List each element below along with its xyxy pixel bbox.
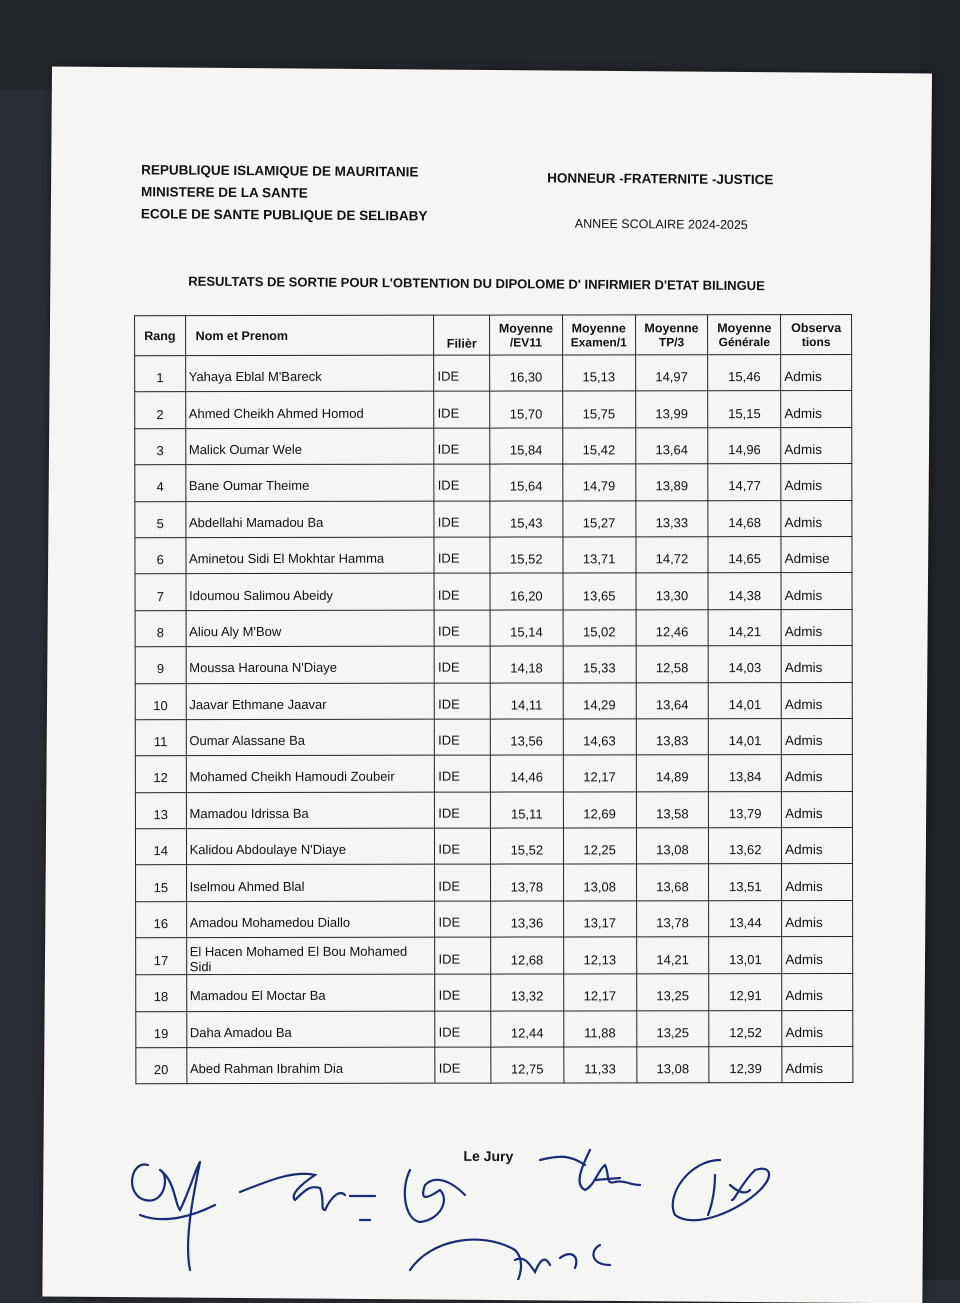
cell-exam: 15,13: [562, 355, 635, 392]
cell-observation: Admis: [781, 755, 852, 792]
cell-rang: 5: [135, 501, 186, 537]
cell-rang: 6: [135, 538, 186, 574]
cell-rang: 13: [135, 792, 186, 828]
cell-nom: Malick Oumar Wele: [185, 428, 434, 465]
cell-rang: 19: [136, 1011, 187, 1047]
cell-ev11: 14,18: [490, 646, 563, 683]
cell-observation: Admise: [781, 536, 852, 573]
table-row: [136, 1010, 853, 1048]
cell-rang: 16: [136, 901, 187, 937]
cell-exam: 14,29: [563, 682, 636, 719]
cell-exam: 15,75: [562, 391, 635, 428]
cell-generale: 14,96: [708, 427, 781, 464]
table-row: [136, 900, 853, 938]
table-row: [135, 464, 852, 502]
table-row: [135, 609, 852, 647]
cell-filiere: IDE: [435, 901, 491, 937]
cell-generale: 14,21: [708, 609, 781, 646]
cell-generale: 14,77: [708, 464, 781, 501]
cell-filiere: IDE: [434, 501, 490, 537]
table-row: [135, 354, 852, 392]
cell-exam: 15,02: [563, 610, 636, 647]
cell-generale: 13,51: [709, 864, 782, 901]
cell-observation: Admis: [782, 1010, 853, 1047]
cell-filiere: IDE: [434, 355, 490, 391]
cell-tp: 13,83: [636, 719, 709, 756]
cell-generale: 15,46: [708, 355, 781, 392]
cell-generale: 13,44: [709, 900, 782, 937]
cell-filiere: IDE: [434, 646, 490, 682]
cell-nom: Amadou Mohamedou Diallo: [186, 901, 435, 938]
cell-generale: 12,39: [709, 1047, 782, 1084]
cell-tp: 13,08: [636, 828, 709, 865]
cell-nom: Abdellahi Mamadou Ba: [185, 501, 434, 538]
cell-observation: Admis: [781, 354, 852, 391]
header-ministry: MINISTERE DE LA SANTE: [140, 184, 308, 201]
cell-ev11: 12,68: [491, 937, 564, 974]
cell-observation: Admis: [781, 464, 852, 501]
cell-exam: 12,69: [563, 792, 636, 829]
cell-nom: Mohamed Cheikh Hamoudi Zoubeir: [186, 755, 435, 792]
cell-ev11: 15,52: [490, 537, 563, 574]
table-row: [135, 536, 852, 574]
cell-tp: 12,46: [636, 609, 709, 646]
cell-rang: 18: [136, 975, 187, 1011]
cell-filiere: IDE: [435, 828, 491, 864]
table-row: [136, 974, 853, 1012]
cell-ev11: 15,43: [490, 501, 563, 538]
signature-4: [540, 1150, 640, 1190]
cell-filiere: IDE: [434, 464, 490, 500]
cell-nom: Kalidou Abdoulaye N'Diaye: [186, 828, 435, 865]
cell-generale: 14,68: [708, 500, 781, 537]
cell-ev11: 15,84: [490, 428, 563, 465]
col-header-observations: Observa tions: [781, 314, 852, 354]
cell-rang: 1: [135, 356, 186, 392]
cell-exam: 15,33: [563, 646, 636, 683]
table-row: [135, 646, 852, 684]
cell-generale: 14,03: [708, 646, 781, 683]
table-row: [135, 500, 852, 538]
cell-rang: 15: [136, 865, 187, 901]
cell-observation: Admis: [781, 391, 852, 428]
cell-nom: Oumar Alassane Ba: [186, 719, 435, 756]
cell-tp: 13,64: [636, 682, 709, 719]
cell-nom: El Hacen Mohamed El Bou Mohamed Sidi: [186, 937, 435, 974]
cell-nom: Idoumou Salimou Abeidy: [186, 574, 435, 611]
table-row: [135, 427, 852, 465]
cell-exam: 13,08: [563, 864, 636, 901]
cell-filiere: IDE: [435, 1011, 491, 1047]
cell-exam: 11,88: [564, 1010, 637, 1047]
table-row: [136, 1046, 853, 1084]
col-header-generale: Moyenne Générale: [708, 315, 781, 355]
table-row: [135, 573, 852, 611]
cell-filiere: IDE: [434, 573, 490, 609]
cell-tp: 13,58: [636, 791, 709, 828]
cell-nom: Moussa Harouna N'Diaye: [186, 646, 435, 683]
cell-ev11: 15,11: [490, 792, 563, 829]
cell-tp: 13,25: [636, 1010, 709, 1047]
cell-tp: 13,64: [635, 427, 708, 464]
cell-ev11: 15,70: [490, 391, 563, 428]
signature-5: [673, 1160, 769, 1220]
cell-tp: 14,97: [635, 355, 708, 392]
cell-observation: Admis: [782, 937, 853, 974]
table-row: [136, 937, 853, 975]
header-country: REPUBLIQUE ISLAMIQUE DE MAURITANIE: [141, 162, 419, 180]
col-header-tp: Moyenne TP/3: [635, 315, 708, 355]
cell-observation: Admis: [782, 900, 853, 937]
cell-exam: 15,27: [563, 500, 636, 537]
cell-rang: 11: [135, 720, 186, 756]
cell-nom: Jaavar Ethmane Jaavar: [186, 683, 435, 720]
cell-ev11: 13,78: [490, 864, 563, 901]
cell-ev11: 16,20: [490, 573, 563, 610]
cell-filiere: IDE: [434, 428, 490, 464]
cell-ev11: 15,52: [490, 828, 563, 865]
institution-header: [141, 159, 428, 227]
cell-tp: 14,89: [636, 755, 709, 792]
cell-ev11: 14,46: [490, 755, 563, 792]
col-header-filiere: Filièr: [434, 315, 490, 355]
cell-observation: Admis: [781, 682, 852, 719]
cell-nom: Yahaya Eblal M'Bareck: [185, 355, 434, 392]
document-page: [42, 67, 932, 1303]
cell-exam: 15,42: [562, 428, 635, 465]
cell-ev11: 15,14: [490, 610, 563, 647]
cell-filiere: IDE: [435, 683, 491, 719]
national-motto: HONNEUR -FRATERNITE -JUSTICE: [547, 170, 774, 188]
cell-observation: Admis: [782, 828, 853, 865]
cell-generale: 14,01: [709, 718, 782, 755]
cell-tp: 13,30: [636, 573, 709, 610]
signature-1: [132, 1162, 215, 1270]
cell-rang: 14: [135, 829, 186, 865]
cell-filiere: IDE: [435, 974, 491, 1010]
table-row: [135, 755, 852, 793]
cell-observation: Admis: [782, 864, 853, 901]
table-row: [135, 391, 852, 429]
jury-label: Le Jury: [463, 1147, 514, 1165]
cell-generale: 13,62: [709, 828, 782, 865]
cell-ev11: 16,30: [490, 355, 563, 392]
cell-tp: 12,58: [636, 646, 709, 683]
cell-observation: Admis: [781, 573, 852, 610]
cell-filiere: IDE: [434, 391, 490, 427]
cell-tp: 13,99: [635, 391, 708, 428]
table-header-row: [135, 314, 852, 355]
signature-2: [240, 1174, 375, 1220]
cell-nom: Daha Amadou Ba: [186, 1011, 435, 1048]
cell-nom: Mamadou El Moctar Ba: [186, 974, 435, 1011]
cell-rang: 10: [135, 683, 186, 719]
cell-tp: 13,78: [636, 901, 709, 938]
cell-generale: 13,84: [709, 755, 782, 792]
cell-observation: Admis: [781, 718, 852, 755]
cell-tp: 13,33: [635, 500, 708, 537]
col-header-exam: Moyenne Examen/1: [562, 315, 635, 355]
cell-generale: 13,79: [709, 791, 782, 828]
cell-ev11: 13,36: [491, 901, 564, 938]
results-table: [134, 314, 853, 1085]
table-row: [136, 864, 853, 902]
cell-rang: 3: [135, 428, 186, 464]
jury-signatures: [120, 1140, 800, 1280]
cell-ev11: 15,64: [490, 464, 563, 501]
cell-exam: 13,65: [563, 573, 636, 610]
header-school: ECOLE DE SANTE PUBLIQUE DE SELIBABY: [140, 206, 428, 224]
cell-rang: 2: [135, 392, 186, 428]
cell-ev11: 12,75: [491, 1047, 564, 1084]
cell-rang: 8: [135, 610, 186, 646]
table-row: [135, 791, 852, 829]
cell-rang: 12: [135, 756, 186, 792]
cell-rang: 4: [135, 465, 186, 501]
cell-nom: Mamadou Idrissa Ba: [186, 792, 435, 829]
cell-generale: 15,15: [708, 391, 781, 428]
table-row: [135, 682, 852, 720]
table-row: [135, 718, 852, 756]
cell-filiere: IDE: [434, 610, 490, 646]
cell-filiere: IDE: [435, 755, 491, 791]
cell-ev11: 13,56: [490, 719, 563, 756]
cell-tp: 14,72: [635, 537, 708, 574]
cell-exam: 14,63: [563, 719, 636, 756]
cell-filiere: IDE: [435, 865, 491, 901]
signature-6: [410, 1240, 610, 1280]
cell-observation: Admis: [781, 609, 852, 646]
cell-filiere: IDE: [435, 1047, 491, 1083]
cell-tp: 13,08: [636, 1047, 709, 1084]
cell-tp: 13,68: [636, 864, 709, 901]
cell-generale: 13,01: [709, 937, 782, 974]
table-row: [135, 828, 852, 866]
cell-tp: 13,89: [635, 464, 708, 501]
cell-exam: 14,79: [563, 464, 636, 501]
cell-nom: Aliou Aly M'Bow: [186, 610, 435, 647]
cell-ev11: 13,32: [491, 974, 564, 1011]
col-header-rang: Rang: [135, 316, 186, 356]
cell-ev11: 12,44: [491, 1011, 564, 1048]
cell-generale: 12,91: [709, 974, 782, 1011]
cell-rang: 7: [135, 574, 186, 610]
cell-nom: Aminetou Sidi El Mokhtar Hamma: [186, 537, 435, 574]
cell-rang: 20: [136, 1048, 187, 1084]
cell-generale: 14,65: [708, 537, 781, 574]
cell-generale: 14,38: [708, 573, 781, 610]
cell-nom: Bane Oumar Theime: [185, 464, 434, 501]
cell-exam: 12,13: [563, 937, 636, 974]
cell-rang: 9: [135, 647, 186, 683]
cell-observation: Admis: [782, 791, 853, 828]
cell-observation: Admis: [781, 427, 852, 464]
col-header-ev11: Moyenne /EV11: [490, 315, 563, 355]
cell-tp: 13,25: [636, 974, 709, 1011]
cell-filiere: IDE: [435, 719, 491, 755]
cell-exam: 12,17: [563, 974, 636, 1011]
cell-nom: Abed Rahman Ibrahim Dia: [186, 1047, 435, 1084]
signature-3: [405, 1170, 465, 1222]
cell-exam: 12,25: [563, 828, 636, 865]
cell-generale: 12,52: [709, 1010, 782, 1047]
cell-filiere: IDE: [435, 937, 491, 974]
cell-observation: Admis: [782, 1046, 853, 1083]
cell-observation: Admis: [781, 646, 852, 683]
cell-exam: 13,17: [563, 901, 636, 938]
cell-rang: 17: [136, 938, 187, 975]
cell-exam: 11,33: [564, 1047, 637, 1084]
cell-filiere: IDE: [434, 537, 490, 573]
cell-exam: 12,17: [563, 755, 636, 792]
document-title: RESULTATS DE SORTIE POUR L'OBTENTION DU DIPOLOME D' INFIRMIER D'ETAT BILINGUE: [188, 273, 765, 294]
cell-nom: Ahmed Cheikh Ahmed Homod: [185, 392, 434, 429]
cell-generale: 14,01: [709, 682, 782, 719]
cell-tp: 14,21: [636, 937, 709, 974]
cell-ev11: 14,11: [490, 682, 563, 719]
cell-observation: Admis: [781, 500, 852, 537]
cell-filiere: IDE: [435, 792, 491, 828]
cell-nom: Iselmou Ahmed Blal: [186, 865, 435, 902]
school-year: ANNEE SCOLAIRE 2024-2025: [574, 216, 748, 233]
col-header-nom: Nom et Prenom: [185, 315, 434, 355]
cell-observation: Admis: [782, 974, 853, 1011]
cell-exam: 13,71: [563, 537, 636, 574]
